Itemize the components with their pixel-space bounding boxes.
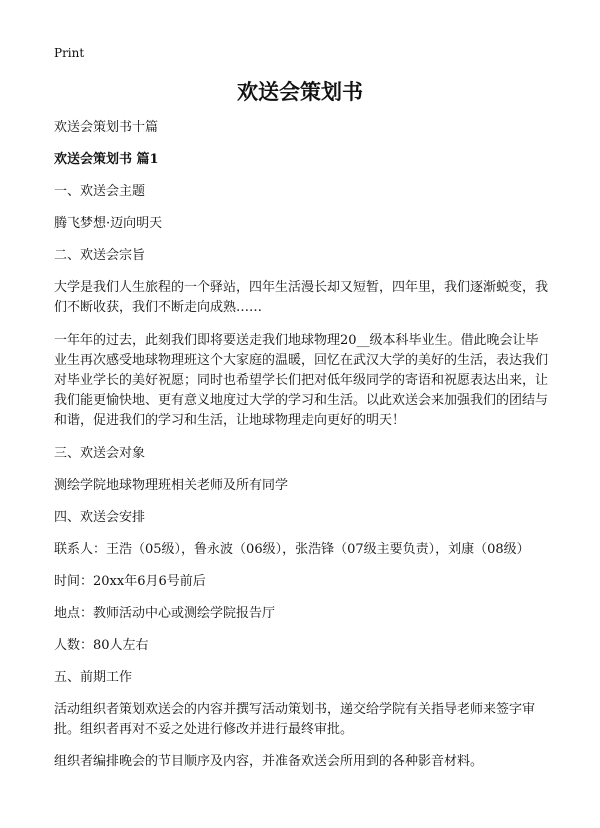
attendance-count: 人数：80人左右 (54, 638, 149, 653)
intro-line: 欢送会策划书十篇 (54, 120, 159, 135)
purpose-paragraph-2: 一年年的过去，此刻我们即将要送走我们地球物理20__级本科毕业生。借此晚会让毕业生再次感受地球物理班这个大家庭的温暖，回忆在武汉大学的美好的生活，表达我们对毕业学长的美好祝愿；同时也希望学长们把对低年级同学的寄语和祝愿表达出来，让我们能更愉快地、更有意义地度过大学的学习和生活。以此欢送会来加强我们的团结与和谐，促进我们的学习和生活，让地球物理走向更好的明天！ (54, 333, 549, 428)
preparation-paragraph-1: 活动组织者策划欢送会的内容并撰写活动策划书，递交给学院有关指导老师来签字审批。组织者再对不妥之处进行修改并进行最终审批。 (54, 702, 536, 737)
section-heading-audience: 三、欢送会对象 (54, 446, 146, 461)
section-heading-purpose: 二、欢送会宗旨 (54, 248, 146, 263)
contact-persons: 联系人：王浩（05级），鲁永波（06级），张浩锋（07级主要负责），刘康（08级） (54, 542, 530, 557)
purpose-paragraph-1: 大学是我们人生旅程的一个驿站，四年生活漫长却又短暂，四年里，我们逐渐蜕变，我们不断收获，我们不断走向成熟…… (54, 280, 549, 315)
document-content (54, 118, 549, 784)
document-title: 欢送会策划书 (237, 80, 363, 104)
print-link[interactable]: Print (54, 46, 85, 60)
section-heading-theme: 一、欢送会主题 (54, 184, 146, 199)
section-heading-part-1: 欢送会策划书 篇1 (54, 152, 159, 167)
section-heading-preparation: 五、前期工作 (54, 670, 133, 685)
section-heading-arrangement: 四、欢送会安排 (54, 510, 146, 525)
theme-text: 腾飞梦想·迈向明天 (54, 216, 163, 231)
event-location: 地点：教师活动中心或测绘学院报告厅 (54, 606, 276, 621)
preparation-paragraph-2: 组织者编排晚会的节目顺序及内容，并准备欢送会所用到的各种影音材料。 (54, 754, 484, 769)
audience-text: 测绘学院地球物理班相关老师及所有同学 (54, 478, 289, 493)
event-time: 时间：20xx年6月6号前后 (54, 574, 206, 589)
